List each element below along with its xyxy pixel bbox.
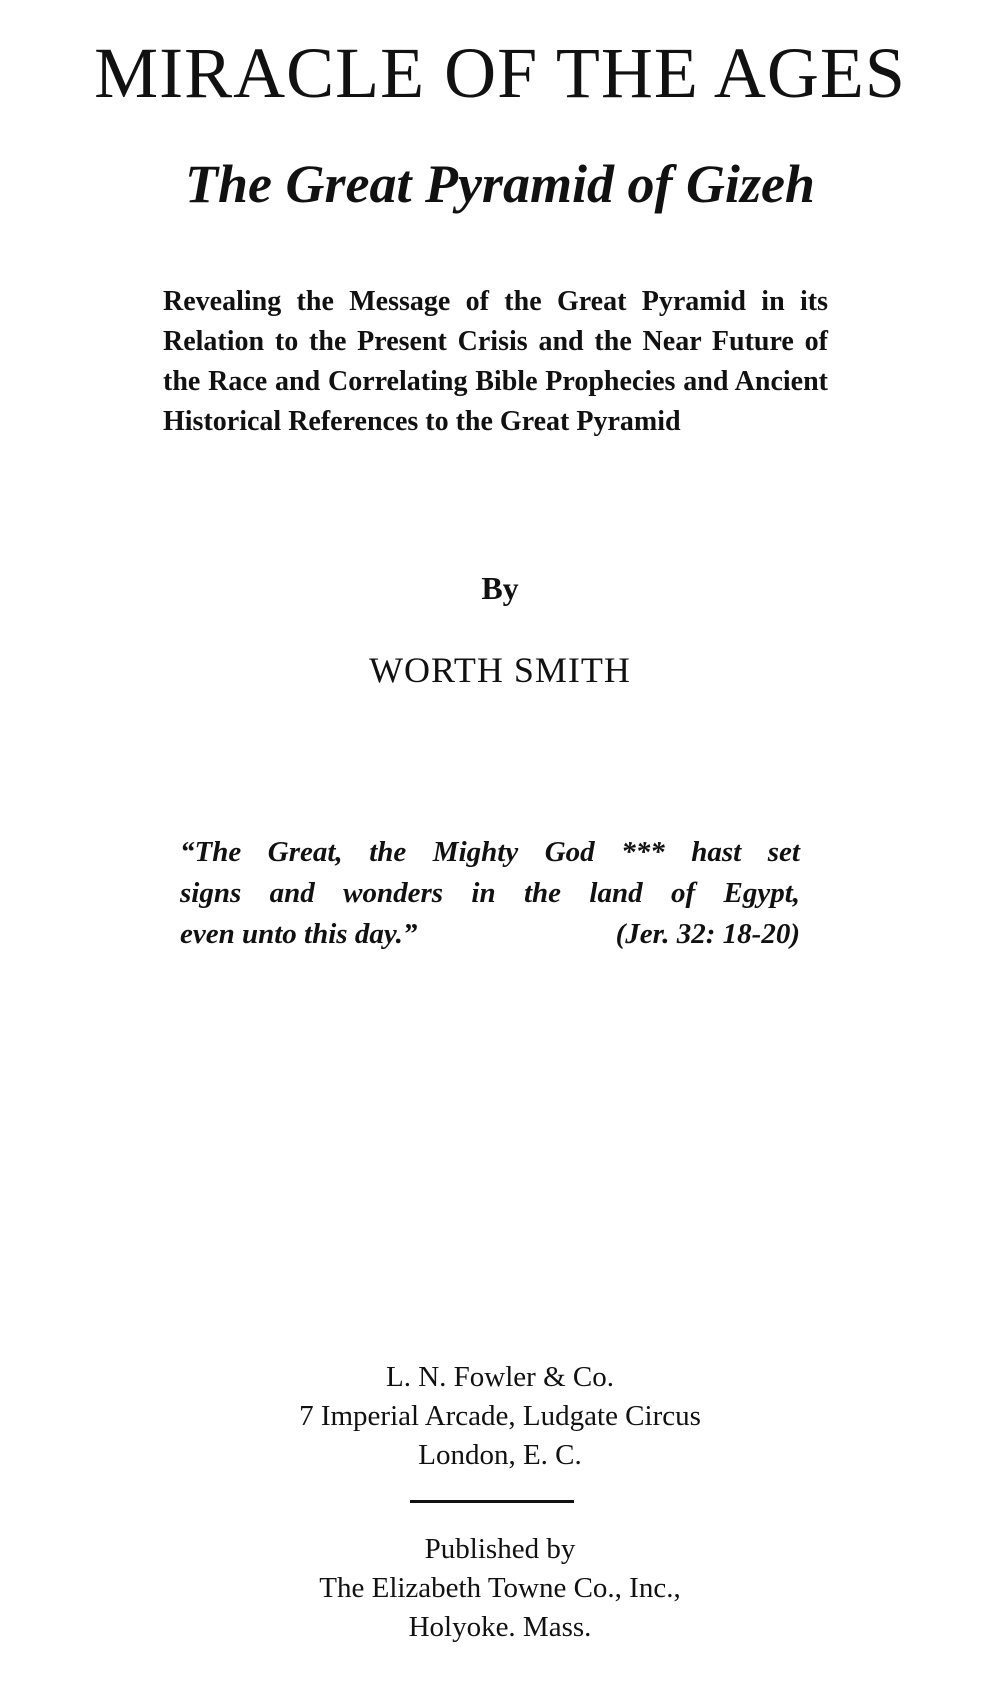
divider-rule [410, 1500, 574, 1503]
publisher-address: 7 Imperial Arcade, Ludgate Circus [299, 1400, 701, 1432]
quote-line-1: “The Great, the Mighty God *** hast set [180, 836, 800, 868]
publisher-city: London, E. C. [418, 1439, 582, 1471]
quote-line-2: signs and wonders in the land of Egypt, [180, 877, 800, 909]
published-by-city: Holyoke. Mass. [408, 1611, 592, 1643]
published-by-name: The Elizabeth Towne Co., Inc., [319, 1572, 681, 1604]
published-by-label: Published by [424, 1533, 576, 1565]
quote-citation: (Jer. 32: 18-20) [615, 918, 800, 950]
book-subtitle: The Great Pyramid of Gizeh [185, 154, 815, 214]
author-name: WORTH SMITH [369, 650, 631, 690]
publisher-block [0, 1358, 1000, 1475]
book-description: Revealing the Message of the Great Pyramid in its Relation to the Present Crisis and the Near Future of the Race and Correlating Bible Prophecies and Ancient Historical References to the Great Pyramid [163, 286, 828, 437]
publisher-name: L. N. Fowler & Co. [386, 1361, 614, 1393]
quote-line-3: even unto this day.” [180, 918, 418, 950]
book-title: MIRACLE OF THE AGES [94, 33, 906, 113]
byline-by: By [481, 570, 519, 606]
quote-line-3-wrapper [180, 914, 800, 955]
published-by-block [0, 1530, 1000, 1647]
epigraph-quote [180, 832, 800, 955]
